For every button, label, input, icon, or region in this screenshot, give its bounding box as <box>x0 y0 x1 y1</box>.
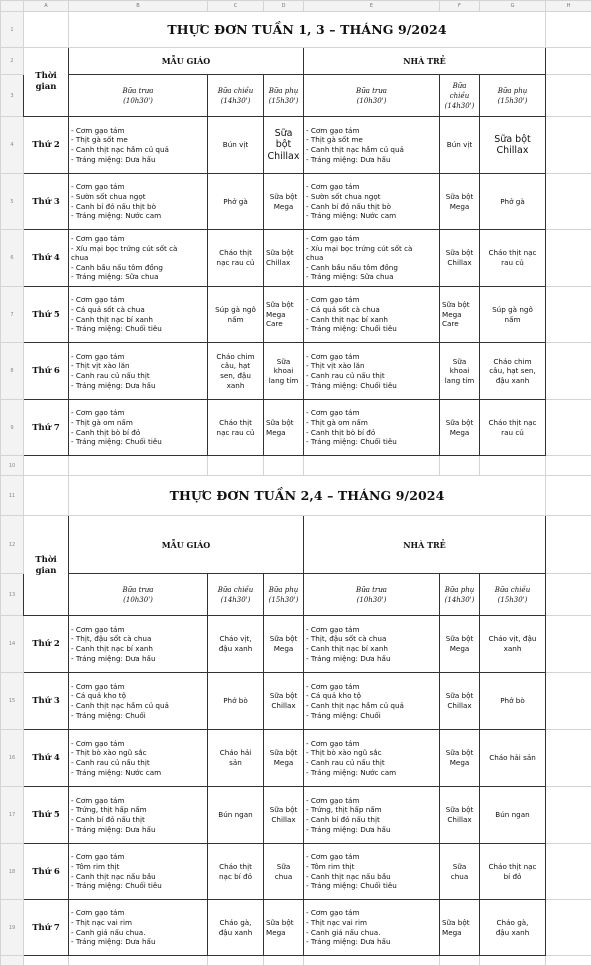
snack-cell[interactable]: Sữa bột Mega <box>264 400 304 456</box>
row-header[interactable]: 5 <box>1 174 24 230</box>
empty-cell[interactable] <box>480 456 546 476</box>
empty-cell[interactable] <box>546 516 591 574</box>
afternoon-meal-cell[interactable]: Sữa khoai lang tím <box>440 343 480 400</box>
lunch-menu-cell[interactable]: - Cơm gạo tám - Thịt nạc vai rim - Canh giá nấu chua. - Tráng miệng: Dưa hấu <box>69 900 208 956</box>
time-header[interactable]: Thời gian <box>24 516 69 616</box>
lunch-menu-cell[interactable]: - Cơm gạo tám - Thịt gà sốt me - Canh thịt nạc hầm củ quả - Tráng miệng: Dưa hấu <box>69 117 208 174</box>
empty-cell[interactable] <box>546 75 591 117</box>
meal-header[interactable]: Bữa phụ (15h30') <box>264 75 304 117</box>
row-header[interactable]: 7 <box>1 287 24 343</box>
empty-cell[interactable] <box>546 673 591 730</box>
afternoon-meal-cell[interactable]: Bún vịt <box>440 117 480 174</box>
afternoon-meal-cell[interactable]: Cháo gà, đậu xanh <box>208 900 264 956</box>
meal-header[interactable]: Bữa trưa (10h30') <box>304 75 440 117</box>
empty-cell[interactable] <box>546 456 591 476</box>
empty-cell[interactable] <box>546 117 591 174</box>
day-cell[interactable]: Thứ 6 <box>24 844 69 900</box>
afternoon-meal-cell[interactable]: Cháo hải sản <box>480 730 546 787</box>
empty-cell[interactable] <box>546 174 591 230</box>
row-header[interactable]: 3 <box>1 75 24 117</box>
row-header[interactable]: 16 <box>1 730 24 787</box>
snack-cell[interactable]: Sữa bột Chillax <box>440 673 480 730</box>
afternoon-meal-cell[interactable]: Bún ngan <box>208 787 264 844</box>
day-cell[interactable]: Thứ 7 <box>24 900 69 956</box>
empty-cell[interactable] <box>546 787 591 844</box>
row-header[interactable] <box>1 956 24 966</box>
afternoon-meal-cell[interactable]: Cháo thịt nạc rau củ <box>208 400 264 456</box>
empty-cell[interactable] <box>69 956 208 966</box>
empty-cell[interactable] <box>208 956 264 966</box>
afternoon-meal-cell[interactable]: Cháo vịt, đậu xanh <box>480 616 546 673</box>
lunch-menu-cell[interactable]: - Cơm gạo tám - Cá quả sốt cà chua - Canh thịt nạc bí xanh - Tráng miệng: Chuối tiêu <box>304 287 440 343</box>
row-header[interactable]: 1 <box>1 12 24 48</box>
empty-cell[interactable] <box>208 456 264 476</box>
afternoon-meal-cell[interactable]: Cháo hải sản <box>208 730 264 787</box>
empty-cell[interactable] <box>304 956 440 966</box>
empty-cell[interactable] <box>24 956 69 966</box>
row-header[interactable]: 11 <box>1 476 24 516</box>
snack-cell[interactable]: Sữa bột Chillax <box>264 117 304 174</box>
empty-cell[interactable] <box>24 12 69 48</box>
snack-cell[interactable]: Sữa bột Mega <box>264 900 304 956</box>
lunch-menu-cell[interactable]: - Cơm gạo tám - Trứng, thịt hấp nấm - Canh bí đỏ nấu thịt - Tráng miệng: Dưa hấu <box>304 787 440 844</box>
time-header[interactable]: Thời gian <box>24 48 69 117</box>
snack-cell[interactable]: Súp gà ngô nấm <box>480 287 546 343</box>
row-header[interactable]: 19 <box>1 900 24 956</box>
snack-cell[interactable]: Sữa bột Chillax <box>480 117 546 174</box>
empty-cell[interactable] <box>440 456 480 476</box>
lunch-menu-cell[interactable]: - Cơm gạo tám - Thịt, đậu sốt cà chua - Canh thịt nạc bí xanh - Tráng miệng: Dưa hấu <box>304 616 440 673</box>
day-cell[interactable]: Thứ 5 <box>24 287 69 343</box>
snack-cell[interactable]: Sữa bột Mega <box>264 616 304 673</box>
column-header-a[interactable]: A <box>24 1 69 12</box>
meal-header[interactable]: Bữa trưa (10h30') <box>304 574 440 616</box>
lunch-menu-cell[interactable]: - Cơm gạo tám - Sườn sốt chua ngọt - Canh bí đỏ nấu thịt bò - Tráng miệng: Nước cam <box>304 174 440 230</box>
empty-cell[interactable] <box>546 48 591 75</box>
afternoon-meal-cell[interactable]: Cháo vịt, đậu xanh <box>208 616 264 673</box>
empty-cell[interactable] <box>546 287 591 343</box>
row-header[interactable]: 13 <box>1 574 24 616</box>
meal-header[interactable]: Bữa phụ (15h30') <box>480 75 546 117</box>
afternoon-meal-cell[interactable]: Bún ngan <box>480 787 546 844</box>
empty-cell[interactable] <box>480 956 546 966</box>
row-header[interactable]: 4 <box>1 117 24 174</box>
section-nha-tre[interactable]: NHÀ TRẺ <box>304 516 546 574</box>
snack-cell[interactable]: Sữa bột Mega <box>264 174 304 230</box>
snack-cell[interactable]: Sữa bột Chillax <box>440 787 480 844</box>
snack-cell[interactable]: Sữa bột Mega <box>440 616 480 673</box>
row-header[interactable]: 8 <box>1 343 24 400</box>
snack-cell[interactable]: Sữa khoai lang tím <box>264 343 304 400</box>
empty-cell[interactable] <box>546 476 591 516</box>
afternoon-meal-cell[interactable]: Phở bò <box>208 673 264 730</box>
day-cell[interactable]: Thứ 2 <box>24 616 69 673</box>
lunch-menu-cell[interactable]: - Cơm gạo tám - Thịt bò xào ngũ sắc - Canh rau củ nấu thịt - Tráng miệng: Nước cam <box>304 730 440 787</box>
lunch-menu-cell[interactable]: - Cơm gạo tám - Thịt gà om nấm - Canh thịt bò bí đỏ - Tráng miệng: Chuối tiêu <box>69 400 208 456</box>
empty-cell[interactable] <box>546 900 591 956</box>
row-header[interactable]: 17 <box>1 787 24 844</box>
section-mau-giao[interactable]: MẪU GIÁO <box>69 48 304 75</box>
afternoon-meal-cell[interactable]: Sữa bột Mega <box>440 400 480 456</box>
table2-title[interactable]: THỰC ĐƠN TUẦN 2,4 – THÁNG 9/2024 <box>69 476 546 516</box>
day-cell[interactable]: Thứ 3 <box>24 673 69 730</box>
snack-cell[interactable]: Cháo chim câu, hạt sen, đậu xanh <box>480 343 546 400</box>
row-header[interactable]: 2 <box>1 48 24 75</box>
lunch-menu-cell[interactable]: - Cơm gạo tám - Cá quả kho tộ - Canh thịt nạc hầm củ quả - Tráng miệng: Chuối <box>304 673 440 730</box>
column-header-f[interactable]: F <box>440 1 480 12</box>
section-mau-giao[interactable]: MẪU GIÁO <box>69 516 304 574</box>
column-header-g[interactable]: G <box>480 1 546 12</box>
empty-cell[interactable] <box>69 456 208 476</box>
lunch-menu-cell[interactable]: - Cơm gạo tám - Thịt nạc vai rim - Canh giá nấu chua. - Tráng miệng: Dưa hấu <box>304 900 440 956</box>
snack-cell[interactable]: Cháo thịt nạc rau củ <box>480 230 546 287</box>
day-cell[interactable]: Thứ 4 <box>24 730 69 787</box>
lunch-menu-cell[interactable]: - Cơm gạo tám - Cá quả kho tộ - Canh thịt nạc hầm củ quả - Tráng miệng: Chuối <box>69 673 208 730</box>
afternoon-meal-cell[interactable]: Phở bò <box>480 673 546 730</box>
empty-cell[interactable] <box>546 574 591 616</box>
lunch-menu-cell[interactable]: - Cơm gạo tám - Thịt vịt xào lăn - Canh rau củ nấu thịt - Tráng miệng: Chuối tiêu <box>304 343 440 400</box>
meal-header[interactable]: Bữa chiều (14h30') <box>208 574 264 616</box>
snack-cell[interactable]: Sữa bột Chillax <box>264 230 304 287</box>
lunch-menu-cell[interactable]: - Cơm gạo tám - Thịt vịt xào lăn - Canh rau củ nấu thịt - Tráng miệng: Dưa hấu <box>69 343 208 400</box>
empty-cell[interactable] <box>440 956 480 966</box>
column-header-e[interactable]: E <box>304 1 440 12</box>
meal-header[interactable]: Bữa phụ (14h30') <box>440 574 480 616</box>
empty-cell[interactable] <box>546 343 591 400</box>
meal-header[interactable]: Bữa trưa (10h30') <box>69 75 208 117</box>
empty-cell[interactable] <box>546 844 591 900</box>
lunch-menu-cell[interactable]: - Cơm gạo tám - Thịt gà sốt me - Canh thịt nạc hầm củ quả - Tráng miệng: Dưa hấu <box>304 117 440 174</box>
afternoon-meal-cell[interactable]: Sữa bột Chillax <box>440 230 480 287</box>
row-header[interactable]: 10 <box>1 456 24 476</box>
afternoon-meal-cell[interactable]: Sữa bột Mega <box>440 174 480 230</box>
empty-cell[interactable] <box>546 616 591 673</box>
row-header[interactable]: 12 <box>1 516 24 574</box>
afternoon-meal-cell[interactable]: Cháo thịt nạc bí đỏ <box>480 844 546 900</box>
snack-cell[interactable]: Sữa chua <box>440 844 480 900</box>
day-cell[interactable]: Thứ 5 <box>24 787 69 844</box>
lunch-menu-cell[interactable]: - Cơm gạo tám - Trứng, thịt hấp nấm - Canh bí đỏ nấu thịt - Tráng miệng: Dưa hấu <box>69 787 208 844</box>
empty-cell[interactable] <box>546 730 591 787</box>
row-header[interactable]: 9 <box>1 400 24 456</box>
snack-cell[interactable]: Sữa bột Chillax <box>264 673 304 730</box>
empty-cell[interactable] <box>264 956 304 966</box>
empty-cell[interactable] <box>24 476 69 516</box>
snack-cell[interactable]: Cháo thịt nạc rau củ <box>480 400 546 456</box>
lunch-menu-cell[interactable]: - Cơm gạo tám - Thịt bò xào ngũ sắc - Canh rau củ nấu thịt - Tráng miệng: Nước cam <box>69 730 208 787</box>
snack-cell[interactable]: Sữa bột Mega <box>440 900 480 956</box>
empty-cell[interactable] <box>264 456 304 476</box>
meal-header[interactable]: Bữa chiều (14h30') <box>440 75 480 117</box>
afternoon-meal-cell[interactable]: Phở gà <box>208 174 264 230</box>
lunch-menu-cell[interactable]: - Cơm gạo tám - Sườn sốt chua ngọt - Canh bí đỏ nấu thịt bò - Tráng miệng: Nước cam <box>69 174 208 230</box>
row-header[interactable]: 18 <box>1 844 24 900</box>
day-cell[interactable]: Thứ 2 <box>24 117 69 174</box>
lunch-menu-cell[interactable]: - Cơm gạo tám - Xíu mại bọc trứng cút sốt cà chua - Canh bầu nấu tôm đồng - Tráng miệng: Sữa chua <box>304 230 440 287</box>
meal-header[interactable]: Bữa phụ (15h30') <box>264 574 304 616</box>
afternoon-meal-cell[interactable]: Cháo gà, đậu xanh <box>480 900 546 956</box>
lunch-menu-cell[interactable]: - Cơm gạo tám - Xíu mại bọc trứng cút sốt cà chua - Canh bầu nấu tôm đồng - Tráng miệng: Sữa chua <box>69 230 208 287</box>
corner-cell[interactable] <box>1 1 24 12</box>
empty-cell[interactable] <box>24 456 69 476</box>
snack-cell[interactable]: Sữa bột Mega Care <box>264 287 304 343</box>
column-header-h[interactable]: H <box>546 1 591 12</box>
empty-cell[interactable] <box>546 956 591 966</box>
afternoon-meal-cell[interactable]: Súp gà ngô nấm <box>208 287 264 343</box>
afternoon-meal-cell[interactable]: Sữa bột Mega Care <box>440 287 480 343</box>
day-cell[interactable]: Thứ 7 <box>24 400 69 456</box>
row-header[interactable]: 6 <box>1 230 24 287</box>
afternoon-meal-cell[interactable]: Cháo thịt nạc bí đỏ <box>208 844 264 900</box>
snack-cell[interactable]: Sữa chua <box>264 844 304 900</box>
snack-cell[interactable]: Phở gà <box>480 174 546 230</box>
meal-header[interactable]: Bữa chiều (15h30') <box>480 574 546 616</box>
column-header-c[interactable]: C <box>208 1 264 12</box>
lunch-menu-cell[interactable]: - Cơm gạo tám - Thịt gà om nấm - Canh thịt bò bí đỏ - Tráng miệng: Chuối tiêu <box>304 400 440 456</box>
day-cell[interactable]: Thứ 4 <box>24 230 69 287</box>
snack-cell[interactable]: Sữa bột Mega <box>440 730 480 787</box>
meal-header[interactable]: Bữa trưa (10h30') <box>69 574 208 616</box>
afternoon-meal-cell[interactable]: Cháo chim câu, hạt sen, đậu xanh <box>208 343 264 400</box>
section-nha-tre[interactable]: NHÀ TRẺ <box>304 48 546 75</box>
empty-cell[interactable] <box>546 12 591 48</box>
lunch-menu-cell[interactable]: - Cơm gạo tám - Tôm rim thịt - Canh thịt nạc nấu bầu - Tráng miệng: Chuối tiêu <box>304 844 440 900</box>
lunch-menu-cell[interactable]: - Cơm gạo tám - Cá quả sốt cà chua - Canh thịt nạc bí xanh - Tráng miệng: Chuối tiêu <box>69 287 208 343</box>
table1-title[interactable]: THỰC ĐƠN TUẦN 1, 3 – THÁNG 9/2024 <box>69 12 546 48</box>
afternoon-meal-cell[interactable]: Bún vịt <box>208 117 264 174</box>
meal-header[interactable]: Bữa chiều (14h30') <box>208 75 264 117</box>
lunch-menu-cell[interactable]: - Cơm gạo tám - Tôm rim thịt - Canh thịt nạc nấu bầu - Tráng miệng: Chuối tiêu <box>69 844 208 900</box>
afternoon-meal-cell[interactable]: Cháo thịt nạc rau củ <box>208 230 264 287</box>
empty-cell[interactable] <box>546 400 591 456</box>
empty-cell[interactable] <box>304 456 440 476</box>
snack-cell[interactable]: Sữa bột Chillax <box>264 787 304 844</box>
column-header-d[interactable]: D <box>264 1 304 12</box>
row-header[interactable]: 14 <box>1 616 24 673</box>
snack-cell[interactable]: Sữa bột Mega <box>264 730 304 787</box>
row-header[interactable]: 15 <box>1 673 24 730</box>
lunch-menu-cell[interactable]: - Cơm gạo tám - Thịt, đậu sốt cà chua - Canh thịt nạc bí xanh - Tráng miệng: Dưa hấu <box>69 616 208 673</box>
column-header-b[interactable]: B <box>69 1 208 12</box>
empty-cell[interactable] <box>546 230 591 287</box>
day-cell[interactable]: Thứ 6 <box>24 343 69 400</box>
day-cell[interactable]: Thứ 3 <box>24 174 69 230</box>
